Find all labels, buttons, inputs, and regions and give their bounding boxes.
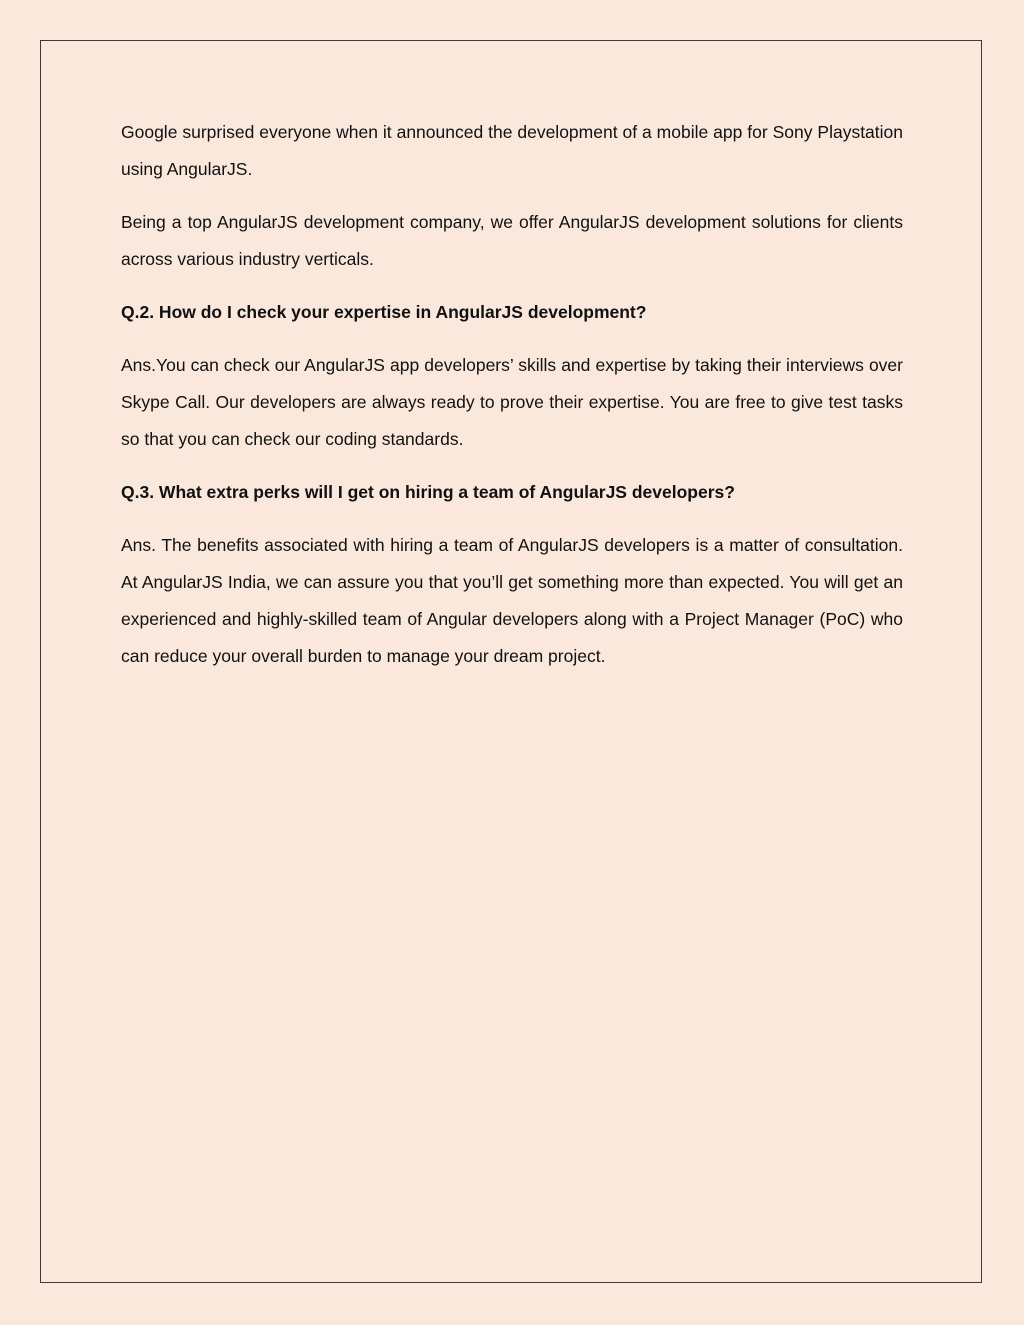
- question-3-heading: Q.3. What extra perks will I get on hiring a team of AngularJS developers?: [121, 482, 735, 502]
- answer-3-paragraph: Ans. The benefits associated with hiring a team of AngularJS developers is a matter of consultation. At AngularJS India, we can assure you that you’ll get something more than expected. You will get an experienced and highly-skilled team of Angular developers along with a Project Manager (PoC) who can reduce your overall burden to manage your dream project.: [121, 535, 903, 666]
- answer-2-paragraph: Ans.You can check our AngularJS app developers’ skills and expertise by taking their interviews over Skype Call. Our developers are always ready to prove their expertise. You are free to give test tasks so that you can check our coding standards.: [121, 355, 903, 449]
- document-body: [121, 114, 903, 691]
- question-2-heading: Q.2. How do I check your expertise in AngularJS development?: [121, 302, 647, 322]
- company-paragraph: Being a top AngularJS development company, we offer AngularJS development solutions for clients across various industry verticals.: [121, 212, 903, 269]
- intro-paragraph: Google surprised everyone when it announced the development of a mobile app for Sony Playstation using AngularJS.: [121, 122, 903, 179]
